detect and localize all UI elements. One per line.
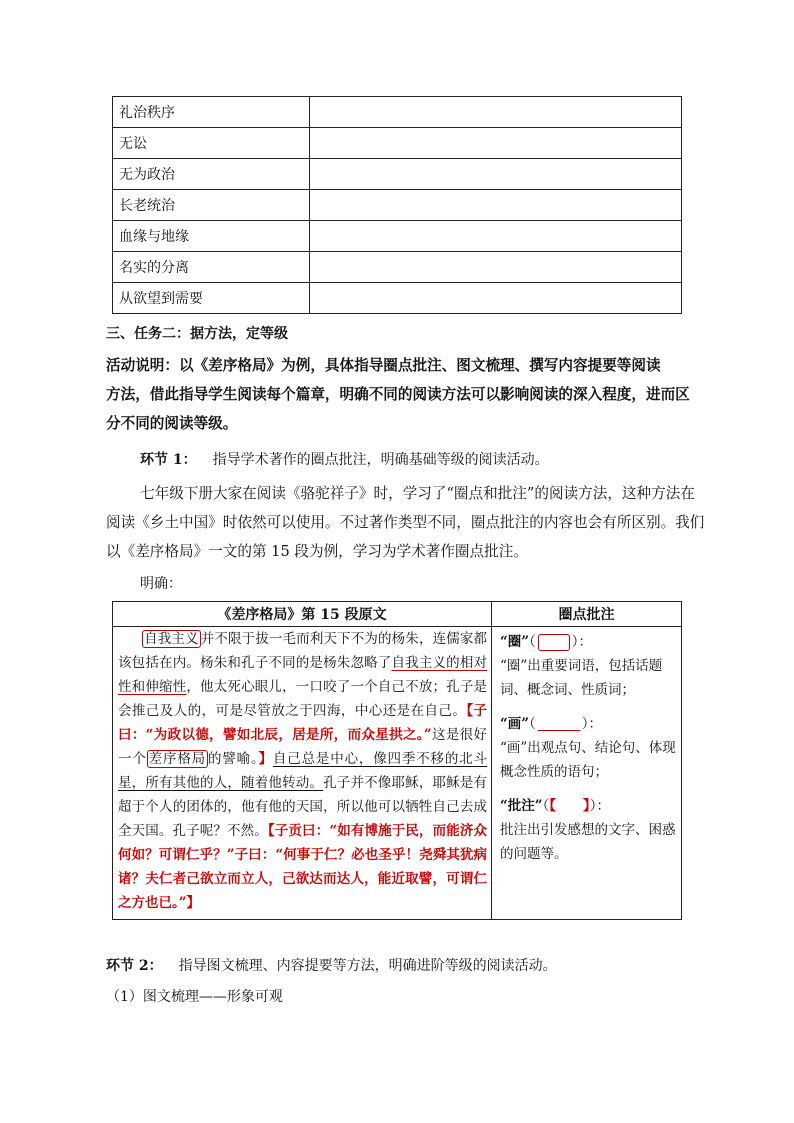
terms-row: [113, 283, 682, 314]
terms-row: [113, 97, 682, 128]
intro-paragraph: [106, 479, 705, 566]
comment-rule: [500, 794, 677, 818]
header-notes: 圈点批注: [492, 602, 682, 627]
terms-row: [113, 128, 682, 159]
term-cell: 名实的分离: [113, 252, 310, 283]
circle-rule: [500, 630, 677, 654]
close-paren: ）：: [589, 798, 611, 814]
circle-mark-icon: [538, 634, 570, 651]
open-paren: （: [529, 716, 536, 732]
open-paren: （: [529, 634, 536, 650]
term-cell: 血缘与地缘: [113, 221, 310, 252]
boxed-term: 自我主义: [144, 631, 199, 647]
open-paren: （: [542, 798, 550, 814]
quote-bracket: 【子贡曰：“如有博施于民，而能济众何如？可谓仁乎？”子曰：“何事于仁？必也圣乎！尧舜其犹病诸？夫仁者己欲立而立人，己欲达而达人，能近取譬，可谓仁之方也已。”】: [118, 823, 488, 911]
close-paren: ）：: [571, 634, 593, 650]
step1-text: 指导学术著作的圈点批注，明确基础等级的阅读活动。: [212, 452, 549, 468]
blank-cell: [310, 97, 682, 128]
blank-cell: [310, 128, 682, 159]
source-span: 这是很好一个: [118, 727, 488, 767]
close-paren: ）：: [581, 716, 603, 732]
activity-note-line: 分不同的阅读等级。: [106, 415, 238, 432]
source-text: [113, 627, 491, 919]
section-title: 三、任务二：据方法，定等级: [106, 326, 288, 342]
draw-label: “画”: [500, 716, 530, 732]
term-cell: 从欲望到需要: [113, 283, 310, 314]
terms-row: [113, 252, 682, 283]
intro-line: 七年级下册大家在阅读《骆驼祥子》时，学习了“圈点和批注”的阅读方法，这种方法在: [140, 485, 695, 502]
header-source: 《差序格局》第 15 段原文: [113, 602, 492, 627]
step2-label: 环节 2：: [106, 958, 163, 974]
notes-text: [492, 627, 681, 866]
bracket-mark-icon: 【 】: [549, 798, 590, 814]
activity-note-line: 活动说明：以《差序格局》为例，具体指导圈点批注、图文梳理、撰写内容提要等阅读: [106, 357, 661, 374]
step2-text: 指导图文梳理、内容提要等方法，明确进阶等级的阅读活动。: [178, 958, 557, 974]
intro-line: 阅读《乡土中国》时依然可以使用。不过著作类型不同，圈点批注的内容也会有所区别。我们: [106, 514, 705, 531]
term-cell: 长老统治: [113, 190, 310, 221]
source-cell: [113, 627, 492, 920]
blank-cell: [310, 190, 682, 221]
step2: [106, 958, 557, 974]
comment-label: “批注”: [500, 798, 543, 814]
term-cell: 无为政治: [113, 159, 310, 190]
terms-row: [113, 159, 682, 190]
comment-desc: 批注出引发感想的文字、困惑的问题等。: [500, 822, 676, 862]
term-cell: 礼治秩序: [113, 97, 310, 128]
source-span: 孔子并不像耶稣，耶稣是有超于个人的团体的，他有他的天国，所以他可以牺牲自己去成全天国。孔子呢？不然。: [118, 775, 488, 839]
boxed-term: 差序格局: [148, 751, 206, 767]
activity-note-line: 方法，借此指导学生阅读每个篇章，明确不同的阅读方法可以影响阅读的深入程度，进而区: [106, 386, 690, 403]
underlined-sentence: 自己总是中心，像四季不移的北斗星，所有其他的人，随着他转动。: [118, 751, 488, 791]
underlined-phrase: 自我主义的相对性和伸缩性: [118, 655, 488, 695]
terms-row: [113, 190, 682, 221]
draw-desc: “画”出观点句、结论句、体现概念性质的语句；: [500, 740, 676, 780]
source-span: 的譬喻。: [208, 751, 259, 767]
subheading-1: （1）图文梳理——形象可观: [106, 989, 283, 1005]
step1-label: 环节 1：: [140, 452, 197, 468]
notes-cell: [492, 627, 682, 920]
draw-rule: [500, 712, 677, 736]
circle-label: “圈”: [500, 634, 530, 650]
blank-cell: [310, 159, 682, 190]
terms-row: [113, 221, 682, 252]
intro-line: 以《差序格局》一文的第 15 段为例，学习为学术著作圈点批注。: [106, 543, 528, 560]
source-span: ，他太死心眼儿，一口咬了一个自己不放；孔子是会推己及人的，可是尽管放之于四海，中心还是在自己。: [118, 679, 488, 719]
blank-cell: [310, 252, 682, 283]
mingque-label: 明确：: [140, 576, 182, 592]
term-cell: 无讼: [113, 128, 310, 159]
activity-note: [106, 351, 690, 438]
circle-desc: “圈”出重要词语，包括话题词、概念词、性质词；: [500, 658, 663, 698]
annotation-table: [112, 601, 682, 920]
blank-cell: [310, 283, 682, 314]
step1: [140, 452, 549, 468]
underline-mark-icon: [538, 718, 580, 731]
quote-bracket: 【子曰：“为政以德，譬如北辰，居是所，而众星拱之。”: [118, 703, 488, 743]
terms-table: [112, 96, 682, 314]
blank-cell: [310, 221, 682, 252]
source-span: 并不限于拔一毛而利天下不为的杨朱，连儒家都该包括在内。杨朱和孔子不同的是杨朱忽略了: [118, 631, 488, 671]
quote-bracket-close: 】: [258, 751, 273, 767]
